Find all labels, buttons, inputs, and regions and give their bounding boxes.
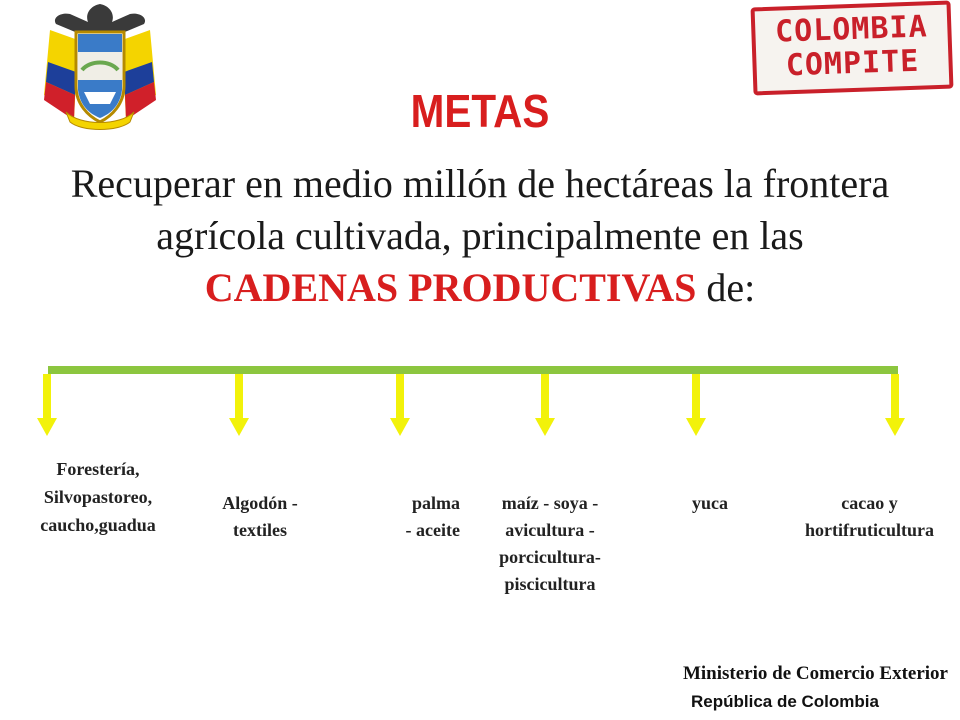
chain-label-corn: maíz - soya - avicultura - porcicultura- piscicultura	[499, 493, 601, 594]
chain-branch-diagram	[0, 360, 960, 440]
arrow-forestry	[37, 374, 57, 436]
logo-line-2: COMPITE	[785, 43, 920, 84]
page-title: METAS	[410, 85, 550, 137]
arrow-cassava	[686, 374, 706, 436]
intro-paragraph	[60, 158, 900, 314]
arrow-cotton	[229, 374, 249, 436]
chain-label-cassava: yuca	[692, 493, 728, 513]
chain-label-cotton: Algodón - textiles	[222, 493, 298, 540]
intro-highlight: CADENAS PRODUCTIVAS	[204, 265, 697, 310]
footer-ministry: Ministerio de Comercio Exterior	[682, 663, 948, 684]
colombia-compite-logo	[751, 1, 954, 96]
footer-country: República de Colombia	[691, 692, 879, 711]
arrow-palm	[390, 374, 410, 436]
intro-text-before: Recuperar en medio millón de hectáreas la frontera agrícola cultivada, principalmente en las	[70, 161, 890, 258]
logo-line-1: COLOMBIA	[774, 9, 929, 50]
arrow-corn	[535, 374, 555, 436]
intro-text-after: de:	[696, 265, 756, 310]
horizontal-bar	[48, 366, 898, 374]
chain-label-forestry: Forestería, Silvopastoreo, caucho,guadua	[40, 459, 156, 535]
chain-label-palm: palma - aceite	[405, 493, 460, 540]
chain-label-cacao: cacao y hortifruticultura	[805, 493, 934, 540]
arrow-cacao	[885, 374, 905, 436]
